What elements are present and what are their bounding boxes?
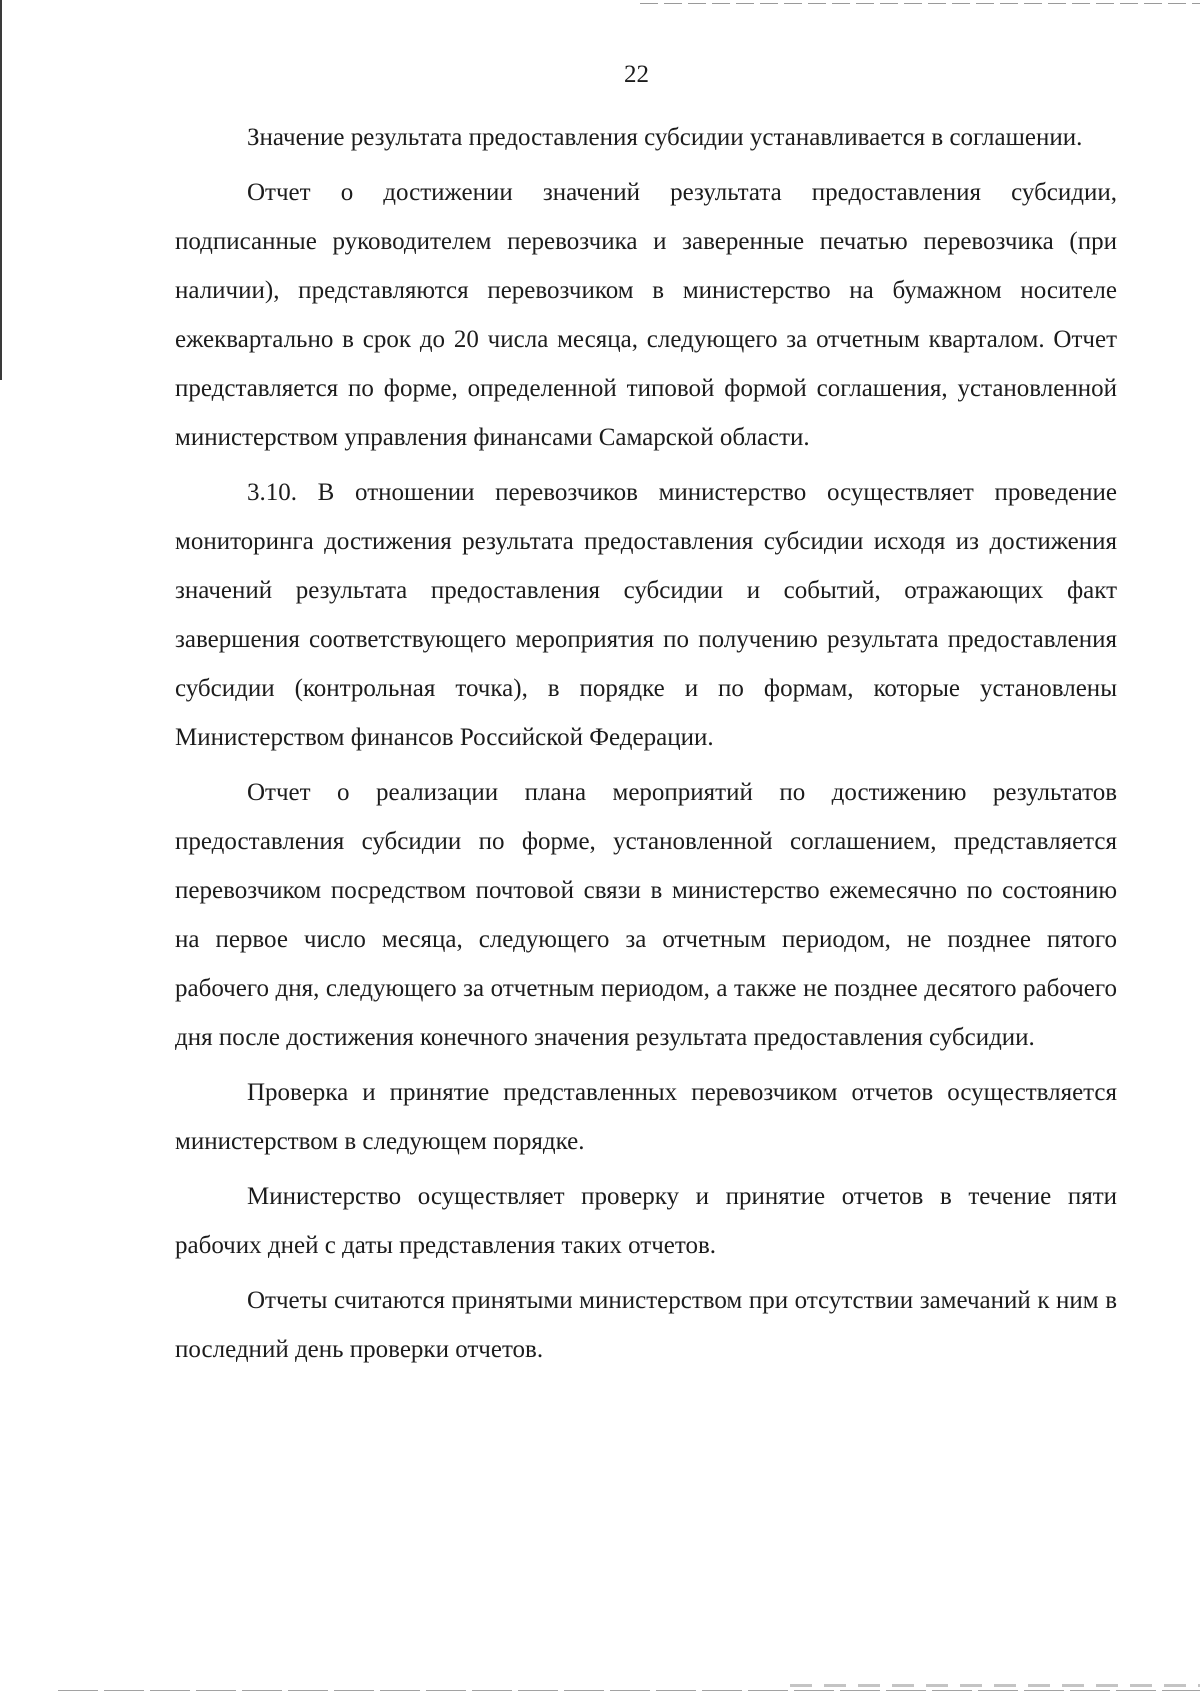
page-number: 22 [624,61,649,88]
paragraph-plan-report: Отчет о реализации плана мероприятий по достижению результатов предоставления субсидии по форме, установленной соглашением, представляется перевозчиком посредством почтовой связи в министерство ежемесячно по состоянию на первое число месяца, следующего за отчетным периодом, не позднее пятого рабочего дня, следующего за отчетным периодом, а также не позднее десятого рабочего дня после достижения конечного значения результата предоставления субсидии. [175,779,1117,1051]
document-body [175,113,1117,1380]
scan-bottom-smudge [790,1684,1200,1687]
paragraph-achievement-report: Отчет о достижении значений результата предоставления субсидии, подписанные руководителем перевозчика и заверенные печатью перевозчика (при наличии), представляются перевозчиком в министерство на бумажном носителе ежеквартально в срок до 20 числа месяца, следующего за отчетным кварталом. Отчет представляется по форме, определенной типовой формой соглашения, установленной министерством управления финансами Самарской области. [175,179,1117,451]
scan-top-artifact [640,3,1200,4]
scan-bottom-artifact [58,1690,1200,1691]
paragraph-verification-order: Проверка и принятие представленных перевозчиком отчетов осуществляется министерством в следующем порядке. [175,1079,1117,1155]
scan-edge-artifact [0,0,2,380]
paragraph-3-10-monitoring: 3.10. В отношении перевозчиков министерство осуществляет проведение мониторинга достижения результата предоставления субсидии исходя из достижения значений результата предоставления субсидии и событий, отражающих факт завершения соответствующего мероприятия по получению результата предоставления субсидии (контрольная точка), в порядке и по формам, которые установлены Министерством финансов Российской Федерации. [175,479,1117,751]
paragraph-reports-accepted: Отчеты считаются принятыми министерством при отсутствии замечаний к ним в последний день проверки отчетов. [175,1287,1117,1363]
paragraph-result-value: Значение результата предоставления субсидии устанавливается в соглашении. [247,124,1083,151]
paragraph-verification-term: Министерство осуществляет проверку и принятие отчетов в течение пяти рабочих дней с даты представления таких отчетов. [175,1183,1117,1259]
